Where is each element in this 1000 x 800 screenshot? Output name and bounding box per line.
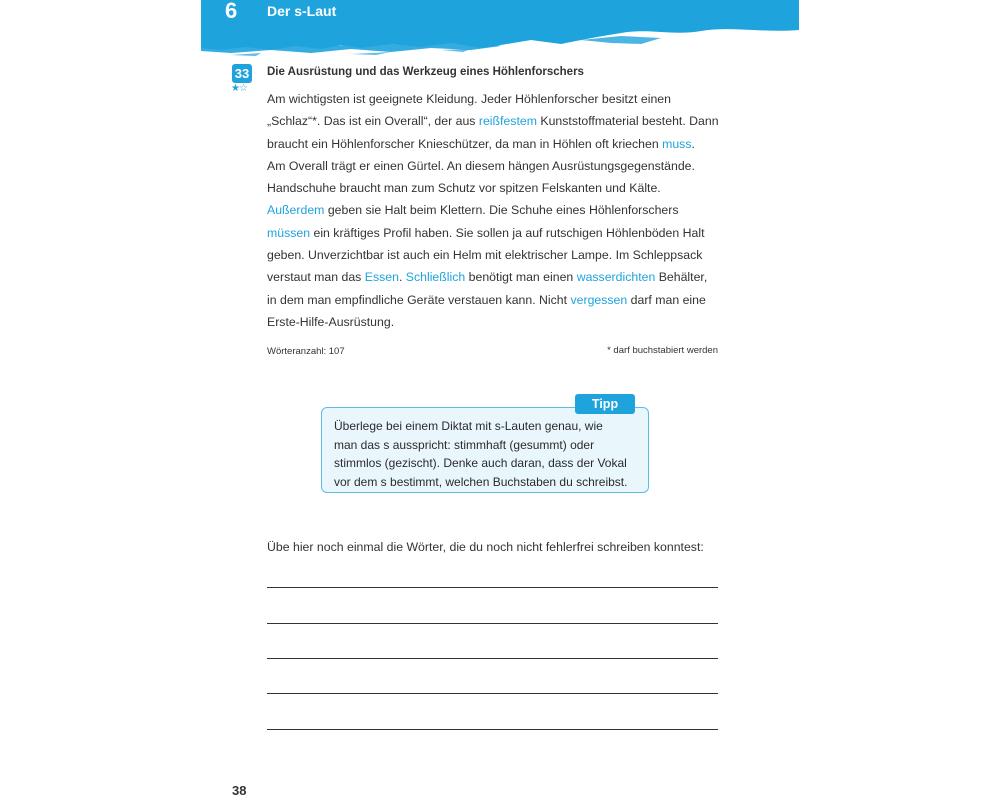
writing-line[interactable] bbox=[267, 658, 718, 659]
writing-line[interactable] bbox=[267, 729, 718, 730]
writing-line[interactable] bbox=[267, 693, 718, 694]
text-segment: Erste-Hilfe-Ausrüstung. bbox=[267, 314, 395, 329]
text-segment: geben sie Halt beim Klettern. Die Schuhe eines Höhlenforschers bbox=[324, 203, 679, 218]
writing-line[interactable] bbox=[267, 623, 718, 624]
tip-text-line: vor dem s bestimmt, welchen Buchstaben du schreibst. bbox=[334, 474, 628, 489]
page-number: 38 bbox=[232, 783, 247, 798]
highlighted-word: Essen bbox=[364, 270, 399, 285]
exercise-title: Die Ausrüstung und das Werkzeug eines Höhlenforschers bbox=[267, 66, 584, 78]
text-segment: Handschuhe braucht man zum Schutz vor spitzen Felskanten und Kälte. bbox=[267, 181, 661, 196]
tip-text-line: stimmlos (gezischt). Denke auch daran, dass der Vokal bbox=[334, 456, 627, 470]
exercise-number-badge: 33 bbox=[232, 64, 252, 83]
highlighted-word: Außerdem bbox=[267, 203, 325, 218]
highlighted-word: müssen bbox=[267, 225, 311, 240]
text-line bbox=[267, 155, 722, 177]
word-count: Wörteranzahl: 107 bbox=[267, 346, 345, 357]
text-segment: braucht ein Höhlenforscher Knieschützer, da man in Höhlen oft kriechen bbox=[267, 136, 663, 151]
footnote: * darf buchstabiert werden bbox=[607, 345, 718, 356]
text-segment: ein kräftiges Profil haben. Sie sollen ja auf rutschigen Höhlenböden Halt bbox=[310, 225, 705, 240]
text-segment: Behälter, bbox=[655, 270, 708, 285]
text-segment: . bbox=[691, 136, 695, 151]
text-segment: Kunststoffmaterial besteht. Dann bbox=[536, 114, 719, 129]
text-line bbox=[267, 222, 722, 244]
highlighted-word: vergessen bbox=[570, 292, 628, 307]
text-segment: in dem man empfindliche Geräte verstauen kann. Nicht bbox=[267, 292, 571, 307]
text-segment: . bbox=[398, 270, 406, 285]
dictation-text bbox=[267, 88, 722, 333]
highlighted-word: wasserdichten bbox=[576, 270, 656, 285]
text-line bbox=[267, 311, 722, 333]
text-segment: darf man eine bbox=[627, 292, 706, 307]
text-line bbox=[267, 244, 722, 266]
highlighted-word: Schließlich bbox=[405, 270, 466, 285]
text-segment: verstaut man das bbox=[267, 270, 365, 285]
chapter-number: 6 bbox=[225, 0, 238, 23]
text-segment: Am wichtigsten ist geeignete Kleidung. Jeder Höhlenforscher besitzt einen bbox=[267, 92, 671, 106]
text-line bbox=[267, 133, 722, 155]
text-segment: „Schlaz“*. Das ist ein Overall“, der aus bbox=[267, 114, 479, 129]
tip-text-line: Überlege bei einem Diktat mit s-Lauten genau, wie bbox=[334, 419, 603, 433]
difficulty-stars-icon: ★☆ bbox=[231, 83, 247, 94]
tip-text-line: man das s ausspricht: stimmhaft (gesummt) oder bbox=[334, 437, 595, 452]
text-segment: benötigt man einen bbox=[465, 270, 577, 285]
text-line bbox=[267, 266, 722, 288]
text-line bbox=[267, 110, 722, 132]
highlighted-word: muss bbox=[662, 136, 692, 151]
text-line bbox=[267, 199, 722, 221]
text-segment: Am Overall trägt er einen Gürtel. An diesem hängen Ausrüstungsgegenstände. bbox=[267, 158, 695, 173]
textbook-page bbox=[201, 0, 799, 800]
chapter-title: Der s-Laut bbox=[267, 3, 337, 19]
text-line bbox=[267, 177, 722, 199]
tip-label: Tipp bbox=[575, 394, 635, 414]
tip-box bbox=[321, 407, 649, 493]
text-line bbox=[267, 289, 722, 311]
writing-line[interactable] bbox=[267, 587, 718, 588]
text-segment: geben. Unverzichtbar ist auch ein Helm mit elektrischer Lampe. Im Schleppsack bbox=[267, 248, 703, 263]
text-line bbox=[267, 88, 722, 110]
highlighted-word: reißfestem bbox=[478, 114, 537, 129]
practice-instruction: Übe hier noch einmal die Wörter, die du noch nicht fehlerfrei schreiben konntest: bbox=[267, 540, 704, 554]
